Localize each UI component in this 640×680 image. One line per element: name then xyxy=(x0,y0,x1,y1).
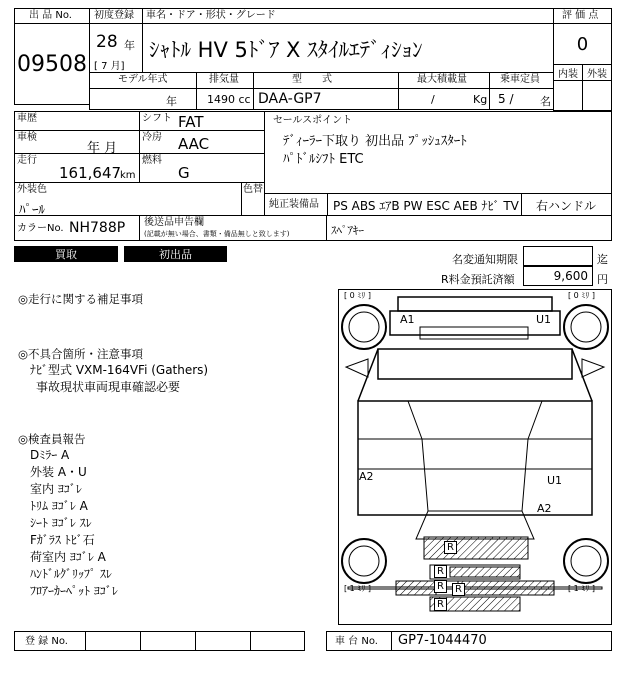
mileage-label: 走行 xyxy=(17,155,37,166)
score-blank-cell xyxy=(553,80,583,111)
color-value: ﾊﾟｰﾙ xyxy=(19,203,45,218)
recycle-label: R料金預託済額 xyxy=(441,273,515,286)
color-change-label: 色替 xyxy=(243,184,263,195)
inspector-line: ﾊﾝﾄﾞﾙｸﾞﾘｯﾌﾟ ｽﾚ xyxy=(30,567,112,581)
ac-cell xyxy=(139,130,265,154)
inspector-line: ﾄﾘﾑ ﾖｺﾞﾚ A xyxy=(30,499,88,513)
reg-no-box-2 xyxy=(140,631,196,651)
reg-no-label: 登 録 No. xyxy=(25,636,68,647)
first-reg-cell xyxy=(89,23,143,73)
mileage-unit: km xyxy=(120,170,136,181)
mark-r-3: R xyxy=(434,580,447,593)
defect-line-2: 事故現状車両現車確認必要 xyxy=(36,380,181,394)
capacity-label: 乗車定員 xyxy=(500,74,540,85)
interior-label: 内装 xyxy=(558,69,578,80)
car-name-label: 車名・ドア・形状・グレード xyxy=(146,10,276,21)
capacity-cell xyxy=(489,88,554,110)
color-no-value: NH788P xyxy=(69,220,126,236)
color-cell xyxy=(14,182,242,216)
driving-note-title: ◎走行に関する補足事項 xyxy=(18,292,144,306)
defect-title: ◎不具合箇所・注意事項 xyxy=(18,347,144,361)
max-load-label: 最大積載量 xyxy=(417,74,467,85)
inspection-value: 年 月 xyxy=(87,141,118,156)
reg-no-box-1 xyxy=(85,631,141,651)
first-reg-label-cell xyxy=(89,8,143,24)
model-year-cell xyxy=(89,88,197,110)
score-cell xyxy=(553,23,612,65)
retrofit-label: 後送品申告欄 xyxy=(144,217,204,228)
reg-no-box-3 xyxy=(195,631,251,651)
mileage-cell xyxy=(14,153,140,183)
inspection-cell xyxy=(14,130,140,154)
rear-gate-hatch xyxy=(450,567,520,577)
inspector-line: ﾌﾛｱｰｶｰﾍﾟｯﾄ ﾖｺﾞﾚ xyxy=(30,584,118,598)
chassis-cell xyxy=(391,631,612,651)
car-name-cell xyxy=(142,23,554,73)
chassis-label-cell xyxy=(326,631,392,651)
shift-cell xyxy=(139,111,265,131)
color-no-label: カラーNo. xyxy=(17,223,64,234)
type-label: 型 式 xyxy=(292,74,332,85)
sales-point-label: セールスポイント xyxy=(273,115,353,126)
handle-value: 右ハンドル xyxy=(536,199,597,213)
car-name: ｼｬﾄﾙ HV 5ﾄﾞｱ X ｽﾀｲﾙｴﾃﾞｨｼｮﾝ xyxy=(149,38,423,62)
name-change-unit: 迄 xyxy=(597,253,608,266)
shift-label: シフト xyxy=(142,113,172,124)
first-reg-month: [ 7 月] xyxy=(94,61,125,72)
inspector-line: ｼｰﾄ ﾖｺﾞﾚ ｽﾚ xyxy=(30,516,92,530)
exterior-score-cell xyxy=(582,64,612,81)
inspector-line: Dﾐﾗｰ A xyxy=(30,448,70,462)
displacement-value: 1490 cc xyxy=(207,93,251,106)
tire-br: [ 1 ﾐﾘ ] xyxy=(568,584,595,593)
interior-score-cell xyxy=(553,64,583,81)
exterior-label: 外装 xyxy=(587,69,607,80)
displacement-cell xyxy=(196,88,254,110)
capacity-value: 5 / xyxy=(498,92,514,106)
capacity-unit: 名 xyxy=(540,95,551,108)
max-load-cell xyxy=(398,88,490,110)
displacement-label-cell xyxy=(196,72,254,89)
name-change-box xyxy=(523,246,593,266)
max-load-label-cell xyxy=(398,72,490,89)
color-label: 外装色 xyxy=(17,184,47,195)
ac-value: AAC xyxy=(178,135,210,153)
mark-a2-left: A2 xyxy=(359,470,374,483)
first-reg-year-unit: 年 xyxy=(124,39,135,52)
recycle-unit: 円 xyxy=(597,273,608,286)
first-reg-year: 28 xyxy=(96,32,118,52)
equipment-divider xyxy=(327,193,328,216)
inspector-line: 外装 A・U xyxy=(30,465,87,479)
type-cell xyxy=(253,88,399,110)
first-reg-label: 初度登録 xyxy=(94,10,134,21)
ac-label: 冷房 xyxy=(142,132,162,143)
capacity-label-cell xyxy=(489,72,554,89)
shift-value: FAT xyxy=(178,113,204,131)
handle-cell xyxy=(521,193,612,216)
inspector-line: 室内 ﾖｺﾞﾚ xyxy=(30,482,82,496)
lot-number-cell xyxy=(14,23,90,105)
retrofit-value: ｽﾍﾟｱｷｰ xyxy=(331,224,364,237)
fuel-label: 燃料 xyxy=(142,155,162,166)
rear-glass-hatch xyxy=(424,537,528,559)
type-value: DAA-GP7 xyxy=(258,91,322,107)
chassis-label: 車 台 No. xyxy=(335,636,378,647)
recycle-value: 9,600 xyxy=(553,269,588,283)
score-value: 0 xyxy=(576,33,589,55)
max-load-unit: Kg xyxy=(473,93,488,106)
retrofit-cell xyxy=(139,215,327,241)
mark-r-1: R xyxy=(444,541,457,554)
recycle-box xyxy=(523,266,593,286)
rear-bumper-hatch-2 xyxy=(458,581,554,595)
inspector-line: 荷室内 ﾖｺﾞﾚ A xyxy=(30,550,106,564)
score-blank-cell-2 xyxy=(582,80,612,111)
lot-label: 出 品 No. xyxy=(29,10,72,21)
tire-tr: [ 0 ﾐﾘ ] xyxy=(568,291,595,300)
model-year-label: モデル年式 xyxy=(118,74,168,85)
type-label-cell xyxy=(253,72,399,89)
retrofit-value-cell xyxy=(326,215,612,241)
mark-u1-top: U1 xyxy=(536,313,552,326)
inspector-title: ◎検査員報告 xyxy=(18,432,86,446)
inspector-line: Fｶﾞﾗｽ ﾄﾋﾞ石 xyxy=(30,533,95,547)
fuel-value: G xyxy=(178,164,190,182)
fuel-cell xyxy=(139,153,265,183)
displacement-label: 排気量 xyxy=(209,74,239,85)
model-year-label-cell xyxy=(89,72,197,89)
score-label-cell xyxy=(553,8,612,24)
rear-bumper-hatch-1 xyxy=(396,581,436,595)
tire-bl: [ 1 ﾐﾘ ] xyxy=(344,584,371,593)
reg-no-box-4 xyxy=(250,631,305,651)
lot-label-cell xyxy=(14,8,90,24)
mark-u1-right: U1 xyxy=(547,474,563,487)
reg-no-label-cell xyxy=(14,631,86,651)
equipment-value: PS ABS ｴｱB PW ESC AEB ﾅﾋﾞ TV xyxy=(333,199,519,213)
history-label: 車歴 xyxy=(17,113,37,124)
mark-a1: A1 xyxy=(400,313,415,326)
mark-r-4: R xyxy=(452,583,465,596)
sales-point-cell xyxy=(264,111,612,194)
mileage-value: 161,647 xyxy=(59,164,122,182)
inspection-label: 車検 xyxy=(17,132,37,143)
name-change-label: 名変通知期限 xyxy=(452,253,518,266)
mark-r-5: R xyxy=(434,598,447,611)
first-listing-tag: 初出品 xyxy=(124,246,227,262)
retrofit-note: (記載が無い場合、書類・備品無しと致します) xyxy=(144,230,290,238)
color-change-cell xyxy=(241,182,265,216)
chassis-value: GP7-1044470 xyxy=(398,633,487,648)
max-load-sep: / xyxy=(431,93,435,106)
tire-tl: [ 0 ﾐﾘ ] xyxy=(344,291,371,300)
color-no-cell xyxy=(14,215,140,241)
lot-number: 09508 xyxy=(17,51,87,77)
equipment-label: 純正装備品 xyxy=(269,199,319,210)
sales-point-line1: ﾃﾞｨｰﾗｰ下取り 初出品 ﾌﾟｯｼｭｽﾀｰﾄ xyxy=(283,134,467,149)
mark-a2-right: A2 xyxy=(537,502,552,515)
sales-point-line2: ﾊﾟﾄﾞﾙｼﾌﾄ ETC xyxy=(283,152,364,167)
defect-line-1: ﾅﾋﾞ型式 VXM-164VFi (Gathers) xyxy=(30,363,209,377)
inspector-lines xyxy=(30,447,118,600)
mark-r-2: R xyxy=(434,565,447,578)
car-name-label-cell xyxy=(142,8,554,24)
car-condition-diagram xyxy=(338,289,612,625)
score-label: 評 価 点 xyxy=(562,10,599,21)
buy-tag: 買取 xyxy=(14,246,118,262)
model-year-unit: 年 xyxy=(166,95,177,108)
history-cell xyxy=(14,111,140,131)
